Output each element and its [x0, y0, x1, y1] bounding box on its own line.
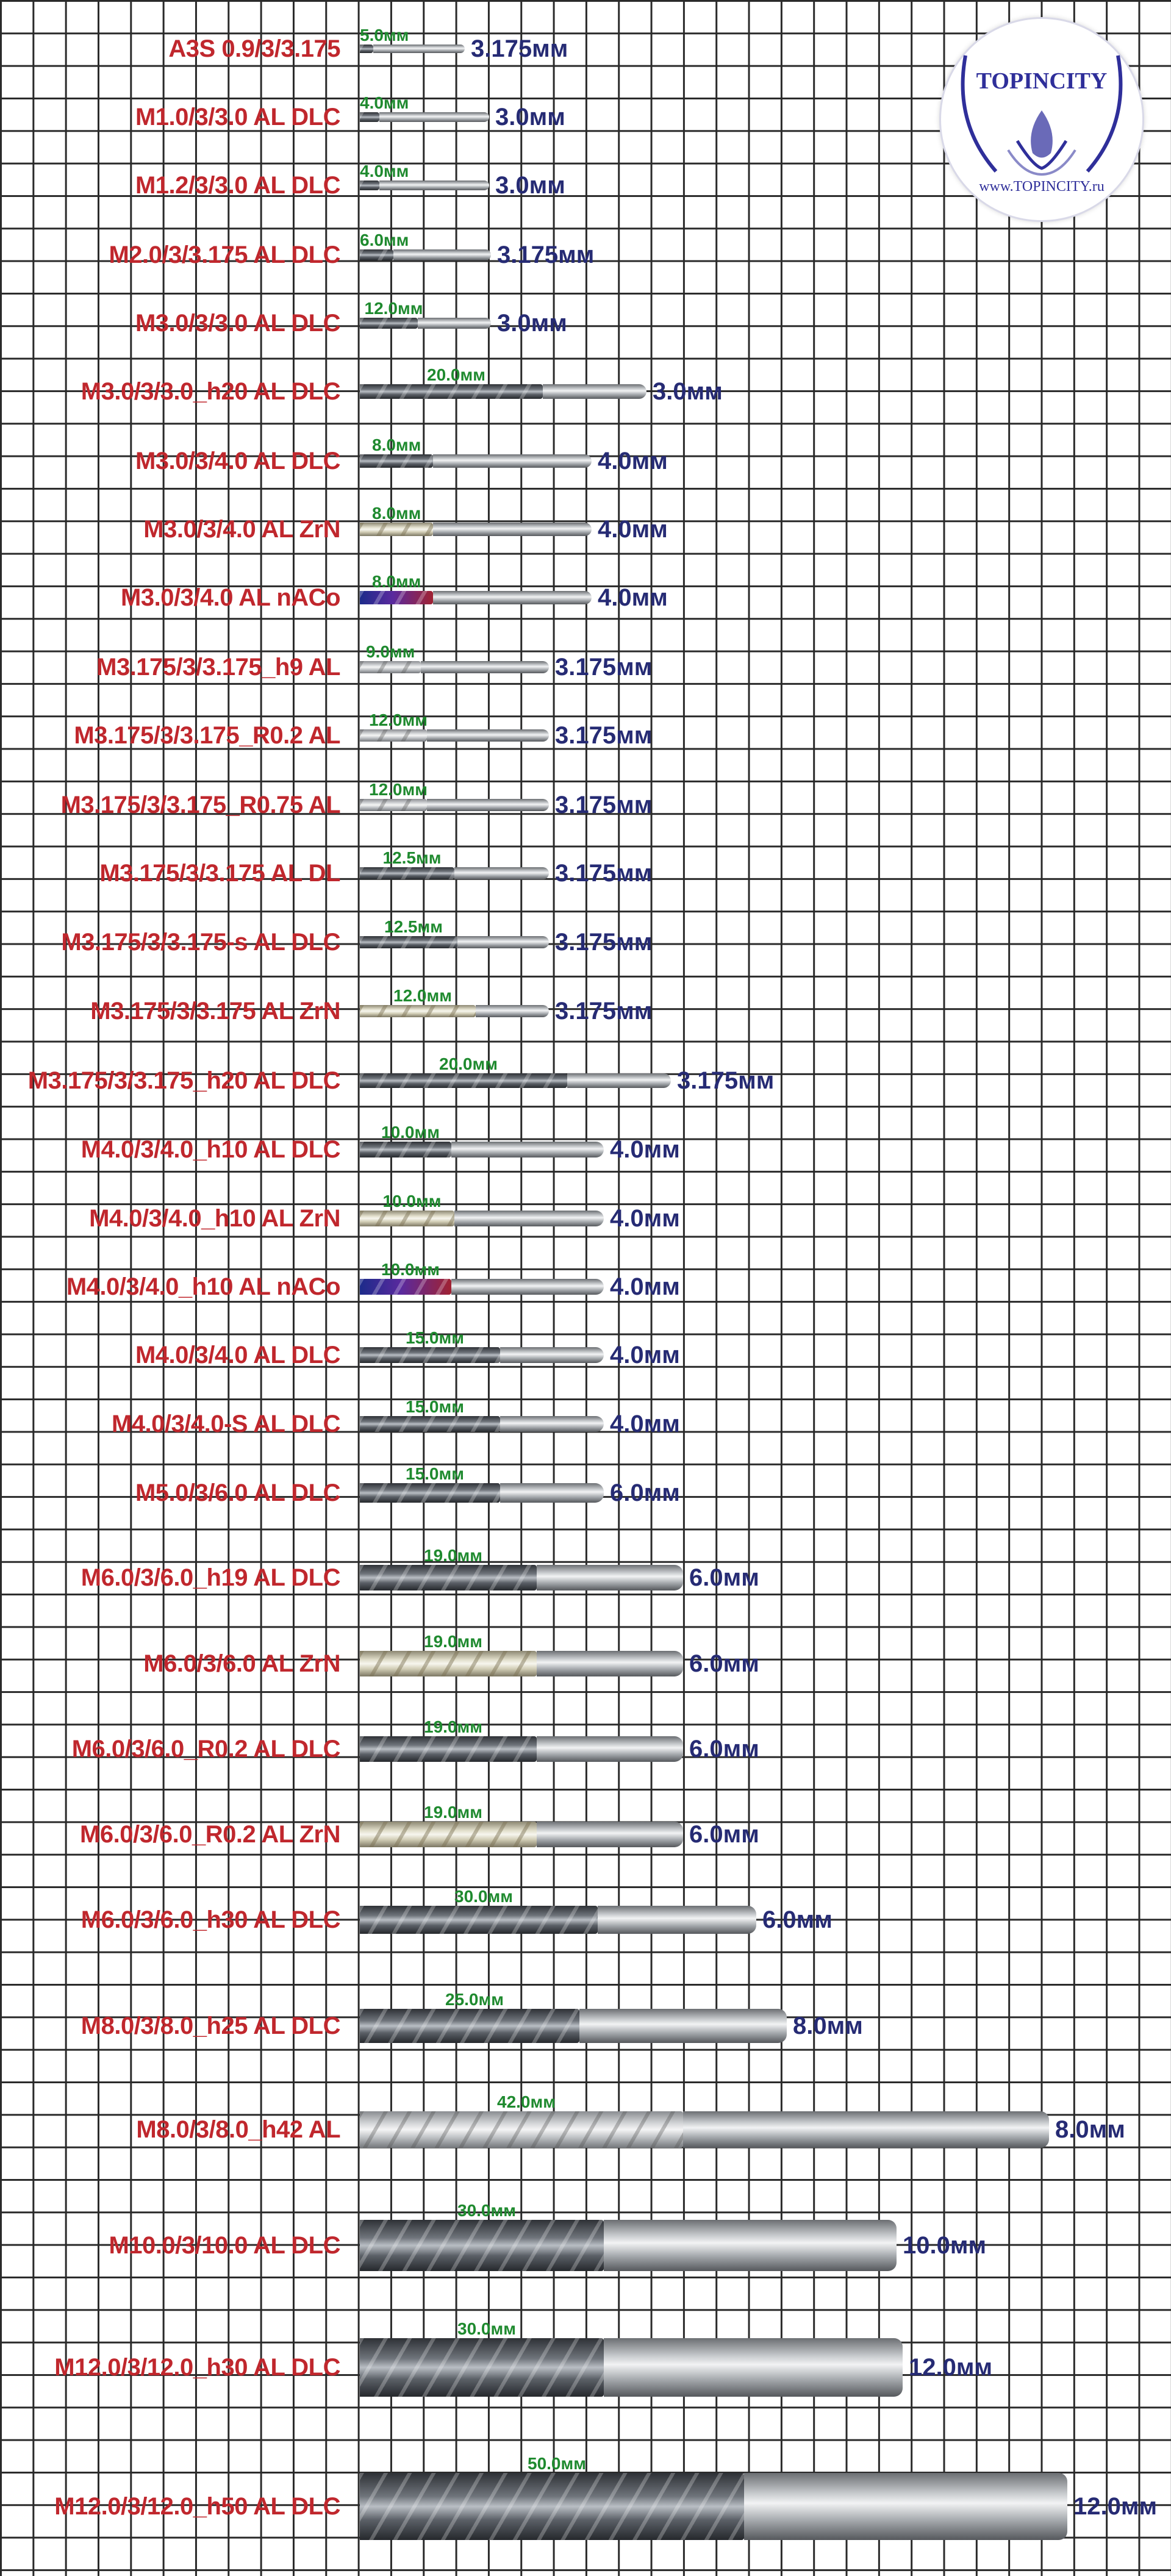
cut-length-label: 20.0мм — [427, 365, 485, 384]
cut-length-label: 19.0мм — [424, 1803, 482, 1822]
flute-section — [360, 1347, 500, 1363]
shank-diameter-label: 4.0мм — [610, 1273, 680, 1300]
logo-name: TOPINCITY — [976, 68, 1108, 94]
flute-section — [360, 1142, 451, 1157]
cut-length-label: 8.0мм — [372, 572, 421, 591]
tool-name: M3.175/3/3.175_h9 AL — [96, 654, 340, 681]
shank-section — [543, 384, 646, 399]
shank-section — [379, 112, 489, 122]
end-mill-image — [360, 1483, 604, 1503]
cut-length-label: 10.0мм — [382, 1192, 442, 1211]
end-mill-image — [360, 661, 549, 673]
shank-diameter-label: 12.0мм — [909, 2354, 993, 2381]
end-mill-image — [360, 2338, 903, 2397]
shank-section — [744, 2473, 1067, 2540]
logo-url: www.TOPINCITY.ru — [979, 179, 1105, 195]
shank-diameter-label: 8.0мм — [1055, 2116, 1125, 2143]
shank-section — [421, 661, 549, 673]
end-mill-image — [360, 318, 491, 329]
tool-name: M1.0/3/3.0 AL DLC — [135, 104, 340, 131]
cut-length-label: 15.0мм — [406, 1464, 464, 1483]
end-mill-image — [360, 2473, 1067, 2540]
flute-section — [360, 2338, 604, 2397]
tool-name: M3.0/3/4.0 AL DLC — [135, 448, 340, 474]
shank-diameter-label: 3.175мм — [555, 654, 653, 681]
shank-section — [604, 2220, 897, 2271]
cut-length-label: 8.0мм — [372, 504, 421, 523]
shank-diameter-label: 3.0мм — [653, 378, 723, 405]
tool-name: M1.2/3/3.0 AL DLC — [135, 172, 340, 199]
shank-diameter-label: 4.0мм — [598, 516, 668, 543]
shank-section — [379, 181, 489, 190]
flute-section — [360, 1906, 598, 1934]
flute-section — [360, 2473, 744, 2540]
tool-name: M12.0/3/12.0_h50 AL DLC — [54, 2493, 340, 2520]
tool-name: M8.0/3/8.0_h25 AL DLC — [81, 2012, 340, 2039]
shank-diameter-label: 3.175мм — [555, 792, 653, 818]
shank-diameter-label: 4.0мм — [598, 584, 668, 611]
shank-diameter-label: 4.0мм — [610, 1411, 680, 1437]
shank-section — [537, 1651, 683, 1676]
shank-section — [537, 1736, 683, 1762]
cut-length-label: 30.0мм — [457, 2201, 516, 2220]
shank-section — [537, 1822, 683, 1847]
flute-section — [360, 1565, 537, 1590]
shank-diameter-label: 6.0мм — [610, 1479, 680, 1506]
flute-section — [360, 384, 543, 399]
flute-section — [360, 1483, 500, 1503]
end-mill-image — [360, 45, 465, 53]
flute-section — [360, 249, 393, 260]
cut-length-label: 5.0мм — [360, 26, 409, 45]
flute-section — [360, 45, 373, 53]
flute-section — [360, 591, 433, 604]
flute-section — [360, 799, 427, 811]
end-mill-image — [360, 2111, 1049, 2148]
tool-name: M3.175/3/3.175 AL ZrN — [90, 998, 340, 1025]
shank-diameter-label: 3.175мм — [677, 1067, 775, 1094]
cut-length-label: 20.0мм — [439, 1054, 498, 1073]
tool-name: M4.0/3/4.0_h10 AL nACo — [66, 1273, 340, 1300]
cut-length-label: 9.0мм — [366, 642, 415, 661]
tool-name: M10.0/3/10.0 AL DLC — [109, 2232, 340, 2259]
cut-length-label: 12.0мм — [369, 780, 428, 799]
cut-length-label: 8.0мм — [372, 435, 421, 454]
shank-diameter-label: 3.0мм — [495, 104, 565, 131]
end-mill-image — [360, 1073, 671, 1088]
cut-length-label: 12.5мм — [382, 848, 442, 867]
shank-section — [427, 799, 549, 811]
flute-section — [360, 454, 433, 468]
shank-section — [454, 1211, 604, 1226]
shank-section — [451, 1142, 604, 1157]
cut-length-label: 4.0мм — [360, 93, 409, 112]
tool-name: M2.0/3/3.175 AL DLC — [109, 242, 340, 268]
shank-section — [500, 1416, 604, 1432]
cut-length-label: 15.0мм — [406, 1397, 464, 1416]
end-mill-image — [360, 181, 489, 190]
shank-section — [567, 1073, 671, 1088]
shank-section — [604, 2338, 903, 2397]
flute-section — [360, 1005, 476, 1017]
shank-section — [451, 1279, 604, 1295]
end-mill-image — [360, 249, 491, 260]
cut-length-label: 19.0мм — [424, 1632, 482, 1651]
cut-length-label: 12.0мм — [369, 710, 428, 729]
tool-name: M4.0/3/4.0-S AL DLC — [111, 1411, 340, 1437]
flute-section — [360, 1279, 451, 1295]
tool-name: M4.0/3/4.0_h10 AL DLC — [81, 1136, 340, 1163]
end-mill-image — [360, 1736, 683, 1762]
end-mill-image — [360, 1347, 604, 1363]
end-mill-image — [360, 1142, 604, 1157]
end-mill-image — [360, 799, 549, 811]
flute-section — [360, 112, 379, 122]
tool-name: M6.0/3/6.0 AL ZrN — [143, 1650, 340, 1677]
tool-name: M3.0/3/4.0 AL ZrN — [143, 516, 340, 543]
tool-name: M3.0/3/3.0 AL DLC — [135, 310, 340, 337]
end-mill-image — [360, 1416, 604, 1432]
end-mill-image — [360, 729, 549, 742]
topincity-logo — [939, 17, 1144, 222]
end-mill-image — [360, 591, 592, 604]
shank-section — [683, 2111, 1049, 2148]
tool-name: M3.175/3/3.175_h20 AL DLC — [27, 1067, 340, 1094]
tool-name: M6.0/3/6.0_h30 AL DLC — [81, 1906, 340, 1933]
shank-section — [418, 318, 491, 329]
cut-length-label: 12.0мм — [393, 986, 452, 1005]
shank-diameter-label: 4.0мм — [610, 1136, 680, 1163]
shank-diameter-label: 3.175мм — [555, 860, 653, 887]
flute-section — [360, 661, 421, 673]
shank-section — [427, 729, 549, 742]
tool-name: M3.0/3/4.0 AL nACo — [121, 584, 340, 611]
flute-section — [360, 2009, 579, 2043]
flute-section — [360, 936, 457, 948]
shank-diameter-label: 4.0мм — [598, 448, 668, 474]
shank-diameter-label: 6.0мм — [689, 1821, 759, 1848]
end-mill-image — [360, 1906, 756, 1934]
shank-diameter-label: 8.0мм — [793, 2012, 863, 2039]
end-mill-image — [360, 1565, 683, 1590]
shank-diameter-label: 4.0мм — [610, 1205, 680, 1232]
cut-length-label: 42.0мм — [497, 2092, 556, 2111]
flute-section — [360, 523, 433, 536]
cut-length-label: 30.0мм — [454, 1887, 513, 1906]
cut-length-label: 19.0мм — [424, 1717, 482, 1736]
shank-diameter-label: 3.175мм — [555, 929, 653, 956]
flute-section — [360, 1416, 500, 1432]
shank-diameter-label: 6.0мм — [689, 1736, 759, 1762]
flute-section — [360, 1211, 454, 1226]
tool-name: M6.0/3/6.0_h19 AL DLC — [81, 1564, 340, 1591]
shank-section — [433, 523, 592, 536]
shank-diameter-label: 10.0мм — [903, 2232, 987, 2259]
shank-diameter-label: 12.0мм — [1073, 2493, 1158, 2520]
end-mill-image — [360, 454, 592, 468]
shank-section — [537, 1565, 683, 1590]
flute-section — [360, 729, 427, 742]
shank-section — [433, 591, 592, 604]
end-mill-image — [360, 1822, 683, 1847]
shank-diameter-label: 6.0мм — [689, 1564, 759, 1591]
flute-section — [360, 867, 454, 879]
tool-name: M3.175/3/3.175 AL DL — [99, 860, 340, 887]
shank-diameter-label: 6.0мм — [689, 1650, 759, 1677]
cut-length-label: 25.0мм — [445, 1990, 504, 2009]
end-mill-image — [360, 384, 646, 399]
end-mill-image — [360, 1211, 604, 1226]
flute-section — [360, 1736, 537, 1762]
tool-name: M4.0/3/4.0 AL DLC — [135, 1342, 340, 1368]
cut-length-label: 19.0мм — [424, 1546, 482, 1565]
end-mill-image — [360, 112, 489, 122]
tool-name: M3.175/3/3.175-s AL DLC — [61, 929, 340, 956]
shank-diameter-label: 3.0мм — [495, 172, 565, 199]
shank-section — [457, 936, 549, 948]
flute-section — [360, 2111, 683, 2148]
tool-name: M4.0/3/4.0_h10 AL ZrN — [89, 1205, 340, 1232]
cut-length-label: 6.0мм — [360, 231, 409, 249]
flute-section — [360, 318, 418, 329]
shank-section — [373, 45, 465, 53]
cut-length-label: 50.0мм — [528, 2454, 586, 2473]
cut-length-label: 10.0мм — [381, 1123, 440, 1142]
tool-name: M3.175/3/3.175_R0.2 AL — [74, 722, 340, 749]
shank-section — [476, 1005, 549, 1017]
tool-name: M8.0/3/8.0_h42 AL — [136, 2116, 340, 2143]
flute-section — [360, 181, 379, 190]
tool-name: M3.0/3/3.0_h20 AL DLC — [81, 378, 340, 405]
end-mill-image — [360, 1005, 549, 1017]
tool-name: A3S 0.9/3/3.175 — [168, 35, 340, 62]
cut-length-label: 12.0мм — [364, 299, 423, 318]
end-mill-image — [360, 2220, 897, 2271]
shank-diameter-label: 3.175мм — [497, 242, 595, 268]
tool-name: M6.0/3/6.0_R0.2 AL DLC — [71, 1736, 340, 1762]
cut-length-label: 15.0мм — [406, 1328, 464, 1347]
shank-diameter-label: 6.0мм — [762, 1906, 833, 1933]
tool-name: M12.0/3/12.0_h30 AL DLC — [54, 2354, 340, 2381]
flute-section — [360, 1822, 537, 1847]
shank-section — [433, 454, 592, 468]
tool-name: M3.175/3/3.175_R0.75 AL — [60, 792, 340, 818]
tool-name: M6.0/3/6.0_R0.2 AL ZrN — [80, 1821, 340, 1848]
shank-section — [598, 1906, 756, 1934]
end-mill-image — [360, 936, 549, 948]
shank-section — [454, 867, 549, 879]
end-mill-image — [360, 1651, 683, 1676]
shank-diameter-label: 3.175мм — [555, 722, 653, 749]
shank-section — [393, 249, 491, 260]
flute-section — [360, 1073, 567, 1088]
shank-section — [500, 1483, 604, 1503]
shank-diameter-label: 3.175мм — [471, 35, 568, 62]
end-mill-image — [360, 1279, 604, 1295]
shank-diameter-label: 3.0мм — [497, 310, 567, 337]
cut-length-label: 12.5мм — [384, 917, 443, 936]
end-mill-image — [360, 867, 549, 879]
shank-diameter-label: 3.175мм — [555, 998, 653, 1025]
cut-length-label: 10.0мм — [381, 1260, 440, 1279]
end-mill-image — [360, 2009, 787, 2043]
cut-length-label: 4.0мм — [360, 162, 409, 181]
end-mill-image — [360, 523, 592, 536]
cut-length-label: 30.0мм — [457, 2319, 516, 2338]
flute-section — [360, 2220, 604, 2271]
tool-name: M5.0/3/6.0 AL DLC — [135, 1479, 340, 1506]
shank-section — [579, 2009, 787, 2043]
shank-section — [500, 1347, 604, 1363]
shank-diameter-label: 4.0мм — [610, 1342, 680, 1368]
flute-section — [360, 1651, 537, 1676]
